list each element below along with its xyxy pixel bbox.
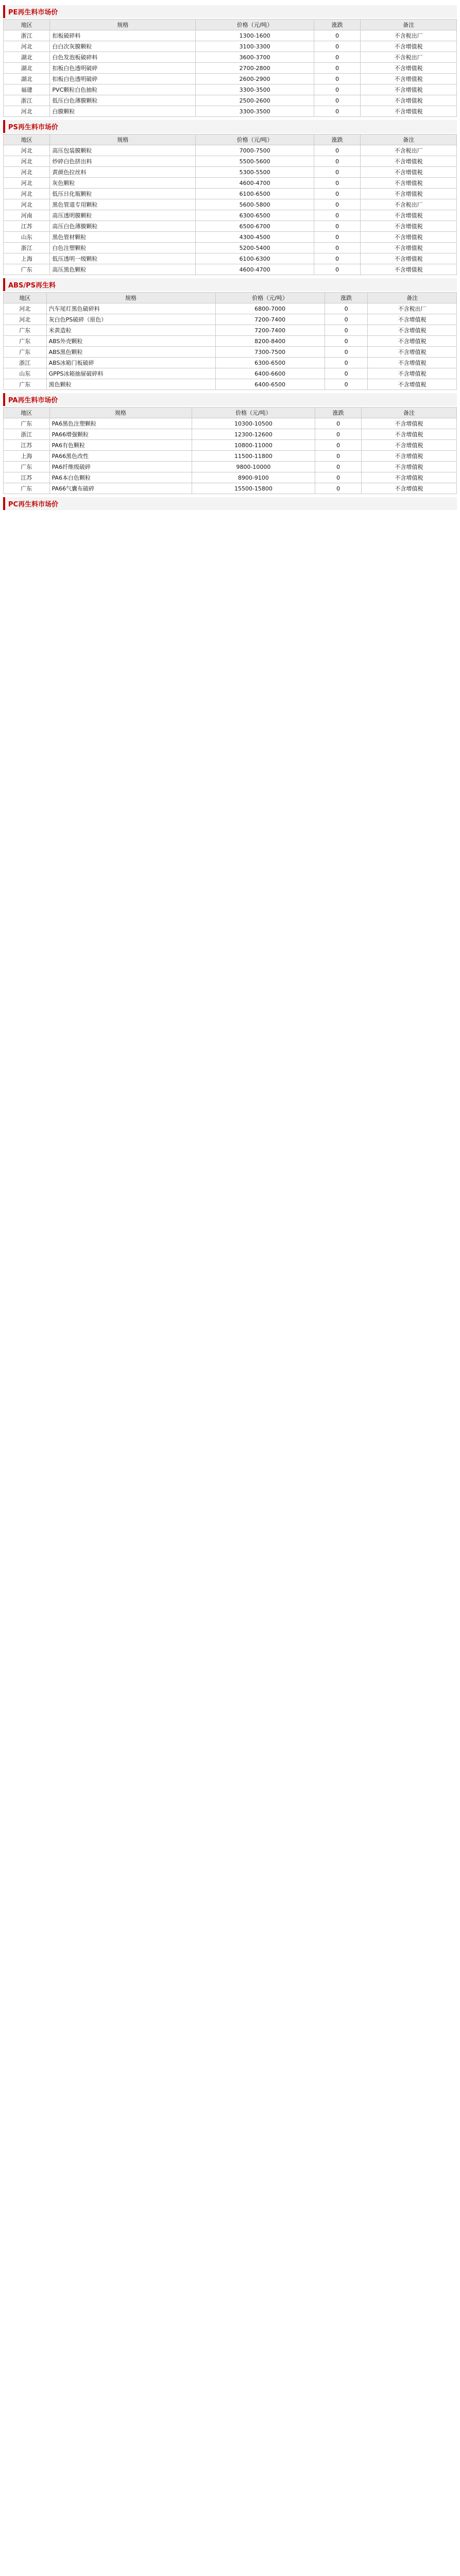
table-cell: 0 [314,221,360,232]
table-row [4,451,457,462]
table-cell: PA6纤维级破碎 [49,462,192,472]
column-header: 备注 [361,20,457,30]
table-cell: 河北 [4,303,47,314]
table-cell: 8200-8400 [215,336,325,347]
table-cell: 河北 [4,106,50,117]
table-row [4,106,457,117]
table-cell: 4600-4700 [196,178,314,189]
table-cell: 浙江 [4,30,50,41]
table-row [4,63,457,74]
table-cell: 河北 [4,167,50,178]
table-cell: 低压透明一级颗粒 [50,253,196,264]
table-cell: 白色注塑颗粒 [50,243,196,253]
table-row [4,167,457,178]
table-cell: 江苏 [4,221,50,232]
table-cell: 山东 [4,368,47,379]
table-cell: 0 [315,418,362,429]
column-header: 涨跌 [325,293,368,303]
table-cell: 白白次灰膜颗粒 [50,41,196,52]
table-cell: 6300-6500 [215,358,325,368]
table-cell: 上海 [4,253,50,264]
table-cell: 不含增值税 [361,243,457,253]
table-row [4,189,457,199]
table-cell: 广东 [4,418,50,429]
table-row [4,314,457,325]
table-cell: 5300-5500 [196,167,314,178]
table-cell: 0 [315,429,362,440]
table-header-row [4,293,457,303]
table-cell: 广东 [4,483,50,494]
table-row [4,472,457,483]
column-header: 备注 [361,134,457,145]
column-header: 规格 [46,293,215,303]
table-cell: 高压透明膜颗粒 [50,210,196,221]
table-cell: 汽车尾灯黑色破碎料 [46,303,215,314]
table-cell: PA6本白色颗粒 [49,472,192,483]
table-cell: 灰色颗粒 [50,178,196,189]
table-row [4,210,457,221]
table-row [4,178,457,189]
table-cell: PA66黑色改性 [49,451,192,462]
table-row [4,483,457,494]
table-row [4,440,457,451]
table-cell: 不含增值税 [361,95,457,106]
table-cell: 广东 [4,347,47,358]
section-title: PE再生料市场价 [3,5,457,18]
table-cell: 5200-5400 [196,243,314,253]
table-cell: 广东 [4,462,50,472]
table-cell: 0 [325,314,368,325]
table-row [4,232,457,243]
table-cell: 高压黑色颗粒 [50,264,196,275]
table-cell: 扣板白色透明破碎 [50,74,196,84]
table-cell: 5600-5800 [196,199,314,210]
table-cell: 0 [315,451,362,462]
table-cell: 浙江 [4,243,50,253]
table-cell: 不含增值税 [361,167,457,178]
table-cell: 6800-7000 [215,303,325,314]
table-cell: 6100-6300 [196,253,314,264]
table-cell: 浙江 [4,95,50,106]
table-cell: PA6黑色注塑颗粒 [49,418,192,429]
table-cell: 高压包装膜颗粒 [50,145,196,156]
table-cell: 11500-11800 [192,451,315,462]
table-cell: 0 [314,106,360,117]
column-header: 备注 [361,408,456,418]
table-cell: 0 [325,336,368,347]
table-row [4,221,457,232]
table-cell: 0 [314,178,360,189]
table-cell: 不含增值税 [361,451,456,462]
table-cell: 不含增值税 [361,418,456,429]
table-cell: 0 [325,347,368,358]
price-table [3,19,457,117]
table-cell: 0 [314,243,360,253]
table-row [4,52,457,63]
table-header-row [4,408,457,418]
table-cell: 1300-1600 [196,30,314,41]
table-cell: 浙江 [4,358,47,368]
table-cell: 河北 [4,156,50,167]
column-header: 涨跌 [314,20,360,30]
column-header: 涨跌 [315,408,362,418]
table-row [4,145,457,156]
table-cell: 0 [314,52,360,63]
table-cell: 0 [325,358,368,368]
table-cell: 5500-5600 [196,156,314,167]
table-cell: 0 [325,303,368,314]
table-cell: 河北 [4,145,50,156]
table-cell: 12300-12600 [192,429,315,440]
table-cell: 福建 [4,84,50,95]
table-cell: 不含增值税 [368,379,457,390]
price-table [3,292,457,390]
table-cell: PVC颗粒白色抽粒 [50,84,196,95]
table-cell: 不含增值税 [361,178,457,189]
table-row [4,95,457,106]
table-cell: 炒碎白色挤出料 [50,156,196,167]
table-cell: 4600-4700 [196,264,314,275]
table-cell: 0 [315,472,362,483]
table-cell: 0 [314,63,360,74]
table-row [4,336,457,347]
table-cell: 2700-2800 [196,63,314,74]
table-cell: 0 [315,440,362,451]
table-cell: 不含增值税 [361,189,457,199]
table-cell: 0 [314,199,360,210]
table-cell: 扣板白色透明破碎 [50,63,196,74]
column-header: 规格 [50,134,196,145]
table-row [4,325,457,336]
column-header: 地区 [4,293,47,303]
table-cell: 0 [314,156,360,167]
table-cell: 7300-7500 [215,347,325,358]
table-cell: 高压白色薄膜颗粒 [50,221,196,232]
table-cell: 不含税出厂 [361,52,457,63]
column-header: 地区 [4,20,50,30]
section-title: PC再生料市场价 [3,497,457,510]
table-cell: PA66气囊布破碎 [49,483,192,494]
column-header: 价格（元/吨） [196,20,314,30]
table-header-row [4,20,457,30]
table-cell: 不含增值税 [361,483,456,494]
table-cell: 不含增值税 [361,156,457,167]
table-cell: 不含增值税 [361,210,457,221]
table-cell: 扣板破碎料 [50,30,196,41]
table-cell: 6100-6500 [196,189,314,199]
table-cell: 不含增值税 [361,41,457,52]
table-cell: 不含增值税 [361,74,457,84]
table-cell: 广东 [4,325,47,336]
table-cell: 0 [314,30,360,41]
column-header: 价格（元/吨） [215,293,325,303]
table-cell: 6500-6700 [196,221,314,232]
table-cell: 不含增值税 [361,462,456,472]
column-header: 地区 [4,408,50,418]
table-cell: 不含税出厂 [361,145,457,156]
table-cell: 江苏 [4,440,50,451]
table-cell: 湖北 [4,63,50,74]
table-cell: GPPS冰箱抽屉破碎料 [46,368,215,379]
table-cell: 不含增值税 [368,314,457,325]
table-cell: 6400-6600 [215,368,325,379]
table-row [4,303,457,314]
table-cell: 0 [315,483,362,494]
table-row [4,74,457,84]
table-cell: 白色发泡板破碎料 [50,52,196,63]
table-cell: 0 [314,41,360,52]
table-cell: 上海 [4,451,50,462]
table-cell: 0 [314,167,360,178]
table-cell: 不含增值税 [368,368,457,379]
table-cell: 不含增值税 [361,253,457,264]
table-cell: 7000-7500 [196,145,314,156]
price-table [3,407,457,494]
table-cell: ABS冰箱门板破碎 [46,358,215,368]
table-cell: 0 [315,462,362,472]
column-header: 价格（元/吨） [196,134,314,145]
table-cell: 3100-3300 [196,41,314,52]
table-cell: 黑色颗粒 [46,379,215,390]
price-table [3,134,457,275]
table-cell: 浙江 [4,429,50,440]
table-cell: 0 [325,368,368,379]
column-header: 地区 [4,134,50,145]
table-cell: 不含增值税 [361,221,457,232]
table-row [4,368,457,379]
column-header: 规格 [50,20,196,30]
table-cell: 0 [314,232,360,243]
table-cell: 0 [314,74,360,84]
table-cell: 0 [314,264,360,275]
section-title: PA再生料市场价 [3,393,457,406]
table-cell: 8900-9100 [192,472,315,483]
table-cell: ABS黑色颗粒 [46,347,215,358]
table-cell: 7200-7400 [215,314,325,325]
table-cell: 不含增值税 [368,336,457,347]
table-cell: 3600-3700 [196,52,314,63]
table-row [4,41,457,52]
table-row [4,199,457,210]
table-cell: 山东 [4,232,50,243]
table-cell: 河南 [4,210,50,221]
table-cell: 不含增值税 [361,232,457,243]
table-row [4,358,457,368]
table-cell: 2600-2900 [196,74,314,84]
table-cell: 0 [325,379,368,390]
table-cell: 不含增值税 [368,325,457,336]
table-row [4,253,457,264]
table-cell: 黑色管材颗粒 [50,232,196,243]
table-cell: 3300-3500 [196,106,314,117]
table-cell: 河北 [4,199,50,210]
table-cell: 不含增值税 [361,472,456,483]
table-cell: PA6有色颗粒 [49,440,192,451]
section-title: PS再生料市场价 [3,120,457,133]
table-cell: 3300-3500 [196,84,314,95]
table-cell: 不含税出厂 [368,303,457,314]
table-cell: 不含增值税 [368,358,457,368]
column-header: 价格（元/吨） [192,408,315,418]
table-cell: 不含增值税 [361,106,457,117]
table-cell: 0 [314,189,360,199]
table-cell: 不含增值税 [361,84,457,95]
section-title: ABS/PS再生料 [3,278,457,291]
table-cell: 0 [325,325,368,336]
table-cell: 黄颜色拉丝料 [50,167,196,178]
table-cell: 不含增值税 [361,440,456,451]
table-cell: 6400-6500 [215,379,325,390]
table-cell: 7200-7400 [215,325,325,336]
table-cell: 白膜颗粒 [50,106,196,117]
table-cell: 不含增值税 [361,429,456,440]
table-cell: 广东 [4,336,47,347]
table-cell: 0 [314,95,360,106]
table-cell: 河北 [4,314,47,325]
table-cell: 9800-10000 [192,462,315,472]
table-cell: 0 [314,84,360,95]
table-cell: 0 [314,145,360,156]
table-row [4,429,457,440]
table-cell: 湖北 [4,74,50,84]
table-row [4,264,457,275]
table-cell: 黑色管道专用颗粒 [50,199,196,210]
table-cell: 江苏 [4,472,50,483]
table-cell: 0 [314,210,360,221]
table-cell: 灰白色PS破碎（原色） [46,314,215,325]
table-row [4,462,457,472]
table-cell: 湖北 [4,52,50,63]
table-cell: 河北 [4,178,50,189]
table-cell: 2500-2600 [196,95,314,106]
page-root [0,0,460,513]
table-row [4,347,457,358]
table-cell: 不含增值税 [361,63,457,74]
table-cell: 河北 [4,189,50,199]
column-header: 备注 [368,293,457,303]
table-row [4,84,457,95]
table-row [4,243,457,253]
table-cell: 不含增值税 [368,347,457,358]
table-row [4,30,457,41]
table-cell: 低压白色薄膜颗粒 [50,95,196,106]
table-cell: 广东 [4,379,47,390]
table-cell: 低压日化瓶颗粒 [50,189,196,199]
table-cell: PA66增强颗粒 [49,429,192,440]
table-cell: 不含税出厂 [361,30,457,41]
table-cell: 河北 [4,41,50,52]
table-cell: 15500-15800 [192,483,315,494]
table-row [4,156,457,167]
table-row [4,418,457,429]
table-cell: 不含税出厂 [361,199,457,210]
table-cell: 10800-11000 [192,440,315,451]
column-header: 规格 [49,408,192,418]
table-cell: 6300-6500 [196,210,314,221]
table-cell: 10300-10500 [192,418,315,429]
table-header-row [4,134,457,145]
column-header: 涨跌 [314,134,360,145]
table-row [4,379,457,390]
table-cell: 不含增值税 [361,264,457,275]
table-cell: 广东 [4,264,50,275]
table-cell: ABS外壳颗粒 [46,336,215,347]
table-cell: 4300-4500 [196,232,314,243]
table-cell: 米黄造粒 [46,325,215,336]
table-cell: 0 [314,253,360,264]
